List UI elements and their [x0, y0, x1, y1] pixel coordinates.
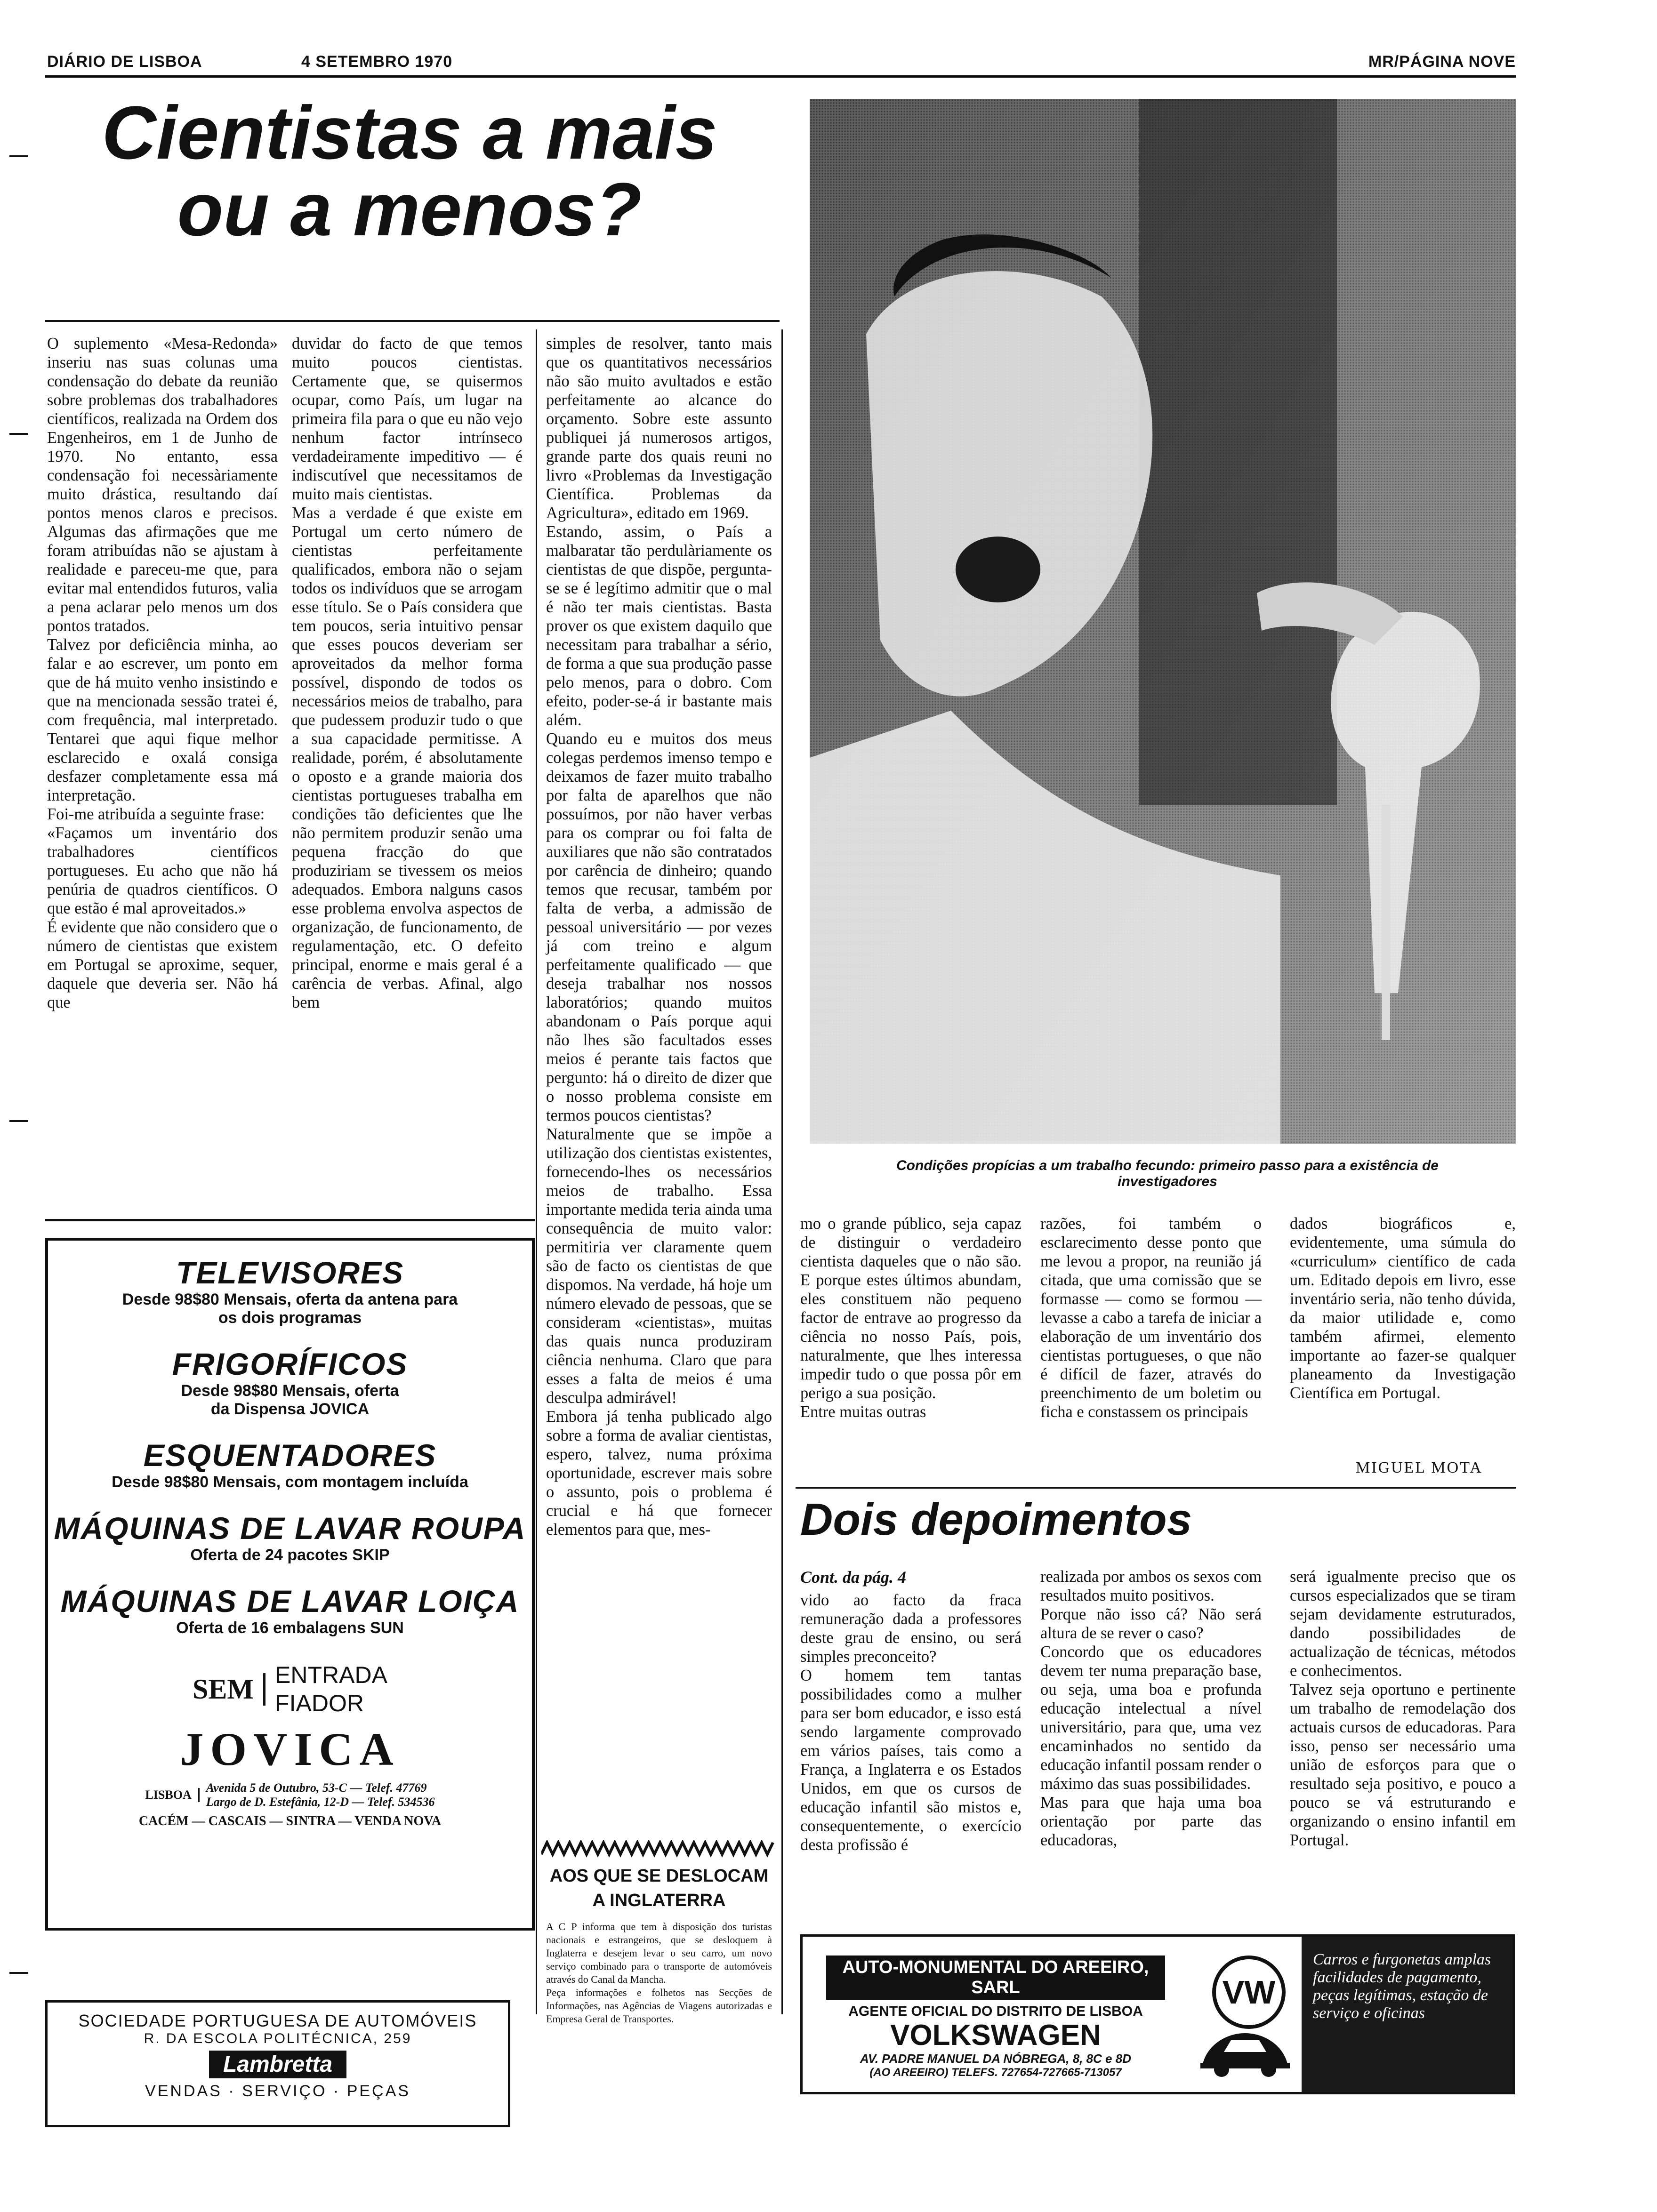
lambretta-company: SOCIEDADE PORTUGUESA DE AUTOMÓVEIS	[78, 2011, 477, 2030]
vw-slogan-box	[1302, 1937, 1512, 2092]
article1-col6-text: dados biográficos e, evidentemente, uma súmula do «curriculum» científico de cada um. Editado depois em livro, esse inventário seria, não tenho dúvida, da maior utilidade e, como também afirmei, elemento importante ao fazer-se qualquer planeamento da Investigação Científica em Portugal.	[1290, 1215, 1516, 1402]
jovica-offer-maquinas-loica: Oferta de 16 embalagens SUN	[176, 1619, 404, 1637]
notice-zigzag-border	[541, 1840, 777, 1859]
lambretta-address: R. DA ESCOLA POLITÉCNICA, 259	[144, 2031, 412, 2046]
jovica-offer-frigorificos-2: da Dispensa JOVICA	[210, 1400, 370, 1418]
article1-title-rule	[45, 320, 780, 322]
jovica-city: LISBOA	[145, 1788, 199, 1802]
jovica-address-2: Largo de D. Estefânia, 12-D — Telef. 534536	[206, 1795, 435, 1809]
article1-bottom-rule	[796, 1487, 1516, 1489]
article1-photo	[810, 99, 1516, 1144]
article1-col4-text: mo o grande público, seja capaz de distinguir o verdadeiro cientista daqueles que o não são. E porque estes últimos abundam, eles constituem não pequeno factor de entrave ao progresso da ciência no nosso País, pois, naturalmente, que lhes interessa impedir tudo o que possa pôr em perigo a sua posição. Entre muitas outras	[800, 1215, 1022, 1421]
vw-agent-label: AGENTE OFICIAL DO DISTRITO DE LISBOA	[848, 2004, 1143, 2019]
masthead-rule	[45, 75, 1516, 78]
margin-mark-4	[9, 1972, 28, 1974]
jovica-fiador: FIADOR	[275, 1690, 364, 1716]
article1-col2-text: duvidar do facto de que temos muito poucos cientistas. Certamente que, se quisermos ocupar, como País, um lugar na primeira fila para o que eu não vejo nenhum factor intrínseco verdadeiramente impeditivo — é indiscutível que necessitamos de muito mais cientistas. Mas a verdade é que existe em Portugal um certo número de cientistas perfeitamente qualificados, embora não o sejam todos os indivíduos que se arrogam esse título. Se o País considera que tem poucos, seria intuitivo pensar que esses poucos deveriam ser aproveitados da melhor forma possível, dispondo de todos os necessários meios de trabalho, para que pudessem produzir tudo o que a sua capacidade permitisse. A realidade, porém, é absolutamente o oposto e a grande maioria dos cientistas portugueses trabalha em condições tão deficientes que lhe não permitem produzir senão uma pequena fracção do que produziriam se tivessem os meios adequados. Embora nalguns casos esse problema envolva aspectos de organização, de funcionamento, de regulamentação, etc. O defeito principal, enorme e mais geral é a carência de verbas. Afinal, algo bem	[292, 335, 523, 1011]
jovica-branches: CACÉM — CASCAIS — SINTRA — VENDA NOVA	[138, 1814, 442, 1828]
jovica-offer-televisores-1: Desde 98$80 Mensais, oferta da antena para	[122, 1290, 458, 1308]
article2-title: Dois depoimentos	[800, 1494, 1192, 1545]
margin-mark-3	[9, 1120, 28, 1122]
article1-col1-text: O suplemento «Mesa-Redonda» inseriu nas suas colunas uma condensação do debate da reunião sobre problemas dos trabalhadores científicos, realizada na Ordem dos Engenheiros, em 1 de Junho de 1970. No entanto, essa condensação foi necessàriamente muito drástica, resultando daí pontos menos claros e precisos. Algumas das afirmações que me foram atribuídas não se ajustam à realidade e pareceu-me que, para evitar mal entendidos futuros, valia a pena aclarar pelo menos um dos pontos tratados. Talvez por deficiência minha, ao falar e ao escrever, um ponto em que de há muito venho insistindo e que na mencionada sessão tratei é, com frequência, mal interpretado. Tentarei que aqui fique melhor esclarecido e oxalá consiga desfazer completamente essa má interpretação. Foi-me atribuída a seguinte frase: «Façamos um inventário dos trabalhadores científicos portugueses. Eu acho que não há penúria de quadros científicos. O que estão é mal aproveitados.» É evidente que não considero que o número de cientistas que existem em Portugal se aproxime, sequer, daquele que deveria ser. Não há que	[47, 335, 278, 1011]
article1-col2	[292, 334, 523, 1200]
column-divider-2	[781, 329, 783, 2014]
article1-col1	[47, 334, 278, 1200]
vw-slogan: Carros e furgonetas amplas facilidades de pagamento, peças legítimas, estação de serviço e oficinas	[1313, 1951, 1491, 2022]
article2-col1-text: vido ao facto da fraca remuneração dada a professores deste grau de ensino, ou será simples preconceito? O homem tem tantas possibilidades como a mulher para ser bom educador, e isso está sendo largamente comprovado em vários países, tais como a França, a Inglaterra e os Estados Unidos, em que os cursos de educação infantil são mistos e, consequentemente, o exercício desta profissão é	[800, 1591, 1022, 1854]
jovica-offer-maquinas-roupa: Oferta de 24 pacotes SKIP	[190, 1546, 390, 1564]
column-divider-1	[536, 329, 537, 2014]
article1-col3	[546, 334, 772, 1854]
article1-author: MIGUEL MOTA	[1356, 1459, 1483, 1476]
article1-col4	[800, 1214, 1022, 1478]
jovica-heading-frigorificos: FRIGORÍFICOS	[172, 1346, 408, 1381]
vw-logo-icon	[1212, 1956, 1286, 2029]
masthead-paper-name: DIÁRIO DE LISBOA	[47, 53, 202, 71]
vw-address: AV. PADRE MANUEL DA NÓBREGA, 8, 8C e 8D	[860, 2052, 1131, 2066]
article2-continuation: Cont. da pág. 4	[800, 1568, 907, 1587]
margin-mark-1	[9, 155, 28, 157]
article2-col1	[800, 1591, 1022, 1911]
lambretta-logo: Lambretta	[209, 2051, 346, 2078]
jovica-entrada: ENTRADA	[275, 1662, 387, 1688]
notice-title-line1: AOS QUE SE DESLOCAM	[549, 1866, 769, 1886]
article2-col2-text: realizada por ambos os sexos com resultados muito positivos. Porque não isso cá? Não será altura de se rever o caso? Concordo que os educadores devem ter numa preparação base, ou seja, uma boa e profunda educação intelectual a nível universitário, para que, uma vez encaminhados no sentido da educação infantil possam render o máximo das suas possibilidades. Mas para que haja uma boa orientação por parte das educadoras,	[1040, 1568, 1262, 1849]
jovica-no-deposit	[48, 1661, 532, 1717]
article2-col3-text: será igualmente preciso que os cursos especializados que se tiram sejam devidamente estruturados, dando possibilidades de actualização de técnicas, métodos e conhecimentos. Talvez seja oportuno e pertinente um trabalho de remodelação dos actuais cursos de educadoras. Para isso, penso ser necessário uma união de esforços para que o resultado seja positivo, e pouco a pouco se vá estruturando e organizando o ensino infantil em Portugal.	[1290, 1568, 1516, 1849]
article2-col2	[1040, 1567, 1262, 1911]
article1-title-line1: Cientistas a mais	[102, 90, 717, 175]
jovica-ad	[45, 1238, 535, 1931]
jovica-heading-esquentadores: ESQUENTADORES	[143, 1438, 437, 1473]
article2-col3	[1290, 1567, 1516, 1911]
vw-ad	[800, 1934, 1515, 2094]
jovica-address-1: Avenida 5 de Outubro, 53-C — Telef. 47769	[206, 1781, 427, 1795]
notice-title-line2: A INGLATERRA	[592, 1891, 726, 1910]
vw-brand-name: VOLKSWAGEN	[890, 2019, 1101, 2052]
article1-col5	[1040, 1214, 1262, 1478]
article1-title	[47, 90, 772, 252]
notice-body: A C P informa que tem à disposição dos turistas nacionais e estrangeiros, que se desloquem à Inglaterra e desejem levar o seu carro, um novo serviço combinado para o transporte de automóveis através do Canal da Mancha. Peça informações e folhetos nas Secções de Informações, nas Agências de Viagens autorizadas e Empresa Geral de Transportes.	[546, 1921, 772, 2025]
lambretta-services: VENDAS · SERVIÇO · PEÇAS	[145, 2082, 410, 2100]
vw-phones: (AO AREEIRO) TELEFS. 727654-727665-713057	[869, 2066, 1122, 2079]
vw-logo-text: VW	[1222, 1974, 1276, 2011]
jovica-heading-televisores: TELEVISORES	[176, 1255, 404, 1290]
jovica-offer-televisores-2: os dois programas	[218, 1309, 362, 1327]
jovica-offer-esquentadores: Desde 98$80 Mensais, com montagem incluída	[112, 1473, 468, 1491]
photo-caption: Condições propícias a um trabalho fecundo: primeiro passo para a existência de investigadores	[896, 1158, 1439, 1189]
article1-col5-text: razões, foi também o esclarecimento desse ponto que me levou a propor, na reunião já citada, que uma comissão que se formasse — como se formou — levasse a cabo a tarefa de iniciar a elaboração de um inventário dos cientistas portugueses, o que não é difícil de fazer, através do preenchimento de um boletim ou ficha e constassem os principais	[1040, 1215, 1262, 1421]
ad-top-rule	[45, 1219, 535, 1221]
scientist-photo-image	[810, 99, 1516, 1144]
jovica-offer-frigorificos-1: Desde 98$80 Mensais, oferta	[181, 1382, 399, 1400]
article1-title-line2: ou a menos?	[177, 167, 642, 252]
jovica-brand: JOVICA	[180, 1723, 400, 1775]
article1-col3-text: simples de resolver, tanto mais que os quantitativos necessários não são muito avultados e estão perfeitamente ao alcance do orçamento. Sobre este assunto publiquei já numerosos artigos, grande parte dos quais reuni no livro «Problemas da Investigação Científica. Problemas da Agricultura», editado em 1969. Estando, assim, o País a malbaratar tão perdulàriamente os cientistas de que dispõe, pergunta-se se é legítimo admitir que o mal é não ter mais cientistas. Basta prover os que existem daquilo que necessitam para trabalhar a sério, de forma a que sua produção passe pelo menos, para o dobro. Com efeito, poder-se-á ir bastante mais além. Quando eu e muitos dos meus colegas perdemos imenso tempo e deixamos de fazer muito trabalho por falta de aparelhos que não possuímos, por não haver verbas para os comprar ou foi falta de auxiliares que não são contratados por carência de dinheiro; quando temos que recusar, também por falta de verba, a admissão de pessoal universitário — por vezes já com treino e algum perfeitamente qualificado — que deseja trabalhar nos nossos laboratórios; quando muitos abandonam o País porque aqui não lhes são facultados esses meios é perante tais factos que pergunto: há o direito de dizer que o nosso problema consiste em termos poucos cientistas? Naturalmente que se impõe a utilização dos cientistas existentes, fornecendo-lhes os necessários meios de trabalho. Essa importante medida teria ainda uma consequência de muito valor: permitiria ver claramente quem são de facto os cientistas de que dispomos. Na verdade, há hoje um número elevado de pessoas, que se consideram «cientistas», muitas das quais nunca produziram ciência nenhuma. Claro que para esses a falta de meios é uma desculpa admirável! Embora já tenha publicado algo sobre a forma de avaliar cientistas, espero, talvez, numa próxima oportunidade, escrever mais sobre o assunto, pois o problema é crucial e há que fornecer elementos para que, mes-	[546, 335, 772, 1539]
lambretta-ad	[45, 2000, 510, 2127]
article1-col6	[1290, 1214, 1516, 1440]
jovica-heading-maquinas-loica: MÁQUINAS DE LAVAR LOIÇA	[60, 1584, 520, 1619]
masthead-date: 4 SETEMBRO 1970	[301, 53, 453, 71]
vw-dealer-block	[826, 1956, 1165, 2079]
masthead-page-label: MR/PÁGINA NOVE	[1368, 53, 1516, 71]
jovica-sem: SEM	[193, 1673, 265, 1706]
jovica-addresses	[48, 1781, 532, 1809]
notice-title	[541, 1864, 777, 1913]
vw-dealer-name: AUTO-MONUMENTAL DO AREEIRO, SARL	[826, 1956, 1165, 2000]
jovica-heading-maquinas-roupa: MÁQUINAS DE LAVAR ROUPA	[54, 1511, 526, 1546]
margin-mark-2	[9, 433, 28, 435]
beetle-car-icon	[1198, 2026, 1292, 2078]
